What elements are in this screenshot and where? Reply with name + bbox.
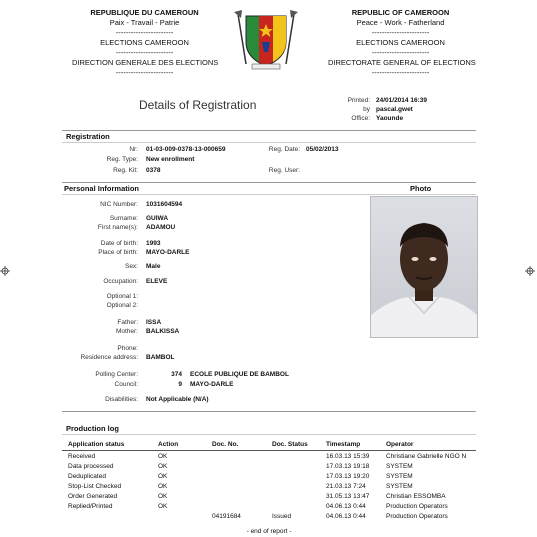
log-cell: 04191684: [212, 513, 241, 520]
reg-date-label: Reg. Date:: [268, 146, 300, 153]
father-value: ISSA: [146, 319, 162, 326]
first-name-value: ADAMOU: [146, 224, 176, 231]
pob-label: Place of birth:: [98, 249, 138, 256]
log-cell: OK: [158, 473, 168, 480]
header-left-direction: DIRECTION GENERALE DES ELECTIONS: [72, 58, 219, 67]
header-left-dash: -----------------------: [115, 28, 174, 37]
log-cell: Data processed: [68, 463, 114, 470]
printed-office-value: Yaounde: [376, 115, 404, 122]
log-cell: OK: [158, 463, 168, 470]
reg-date-value: 05/02/2013: [306, 146, 339, 153]
log-cell: OK: [158, 503, 168, 510]
occupation-value: ELEVE: [146, 278, 168, 285]
surname-label: Surname:: [109, 215, 138, 222]
header-left-dash: -----------------------: [115, 68, 174, 77]
printed-by-value: pascal.gwet: [376, 106, 413, 113]
log-cell: 21.03.13 7:24: [326, 483, 366, 490]
nic-label: NIC Number:: [100, 201, 138, 208]
log-cell: SYSTEM: [386, 463, 413, 470]
log-header-status: Application status: [68, 441, 125, 448]
sex-label: Sex:: [124, 263, 138, 270]
occupation-label: Occupation:: [103, 278, 138, 285]
divider: [62, 434, 476, 435]
log-cell: 04.06.13 0:44: [326, 513, 366, 520]
header-left-country: REPUBLIQUE DU CAMEROUN: [90, 8, 199, 17]
log-header-docno: Doc. No.: [212, 441, 239, 448]
council-code: 9: [178, 381, 182, 388]
log-cell: 17.03.13 19:18: [326, 463, 370, 470]
sex-value: Male: [146, 263, 161, 270]
log-cell: Production Operators: [386, 513, 448, 520]
divider: [62, 450, 476, 451]
printed-label: Printed:: [347, 97, 370, 104]
log-cell: Christian ESSOMBA: [386, 493, 446, 500]
log-header-action: Action: [158, 441, 179, 448]
council-value: MAYO-DARLE: [190, 381, 234, 388]
log-cell: 17.03.13 19:20: [326, 473, 370, 480]
coat-of-arms-icon: [232, 6, 300, 70]
mother-label: Mother:: [115, 328, 138, 335]
log-cell: Issued: [272, 513, 292, 520]
disabilities-label: Disabilities:: [105, 396, 138, 403]
disabilities-value: Not Applicable (N/A): [146, 396, 209, 403]
registration-section-title: Registration: [66, 132, 110, 141]
header-right-motto: Peace - Work - Fatherland: [356, 18, 445, 27]
log-cell: Deduplicated: [68, 473, 106, 480]
father-label: Father:: [117, 319, 138, 326]
personal-section-title: Personal Information: [64, 184, 140, 193]
page-title: Details of Registration: [139, 98, 257, 112]
header-right-dash: -----------------------: [371, 68, 430, 77]
header-right-country: REPUBLIC OF CAMEROON: [351, 8, 450, 17]
log-cell: Stop-List Checked: [68, 483, 122, 490]
phone-label: Phone:: [117, 345, 138, 352]
photo-label: Photo: [410, 184, 432, 193]
nic-value: 1031604594: [146, 201, 183, 208]
log-cell: SYSTEM: [386, 473, 413, 480]
reg-type-value: New enrollment: [146, 156, 195, 163]
divider: [62, 142, 476, 143]
first-name-label: First name(s):: [97, 224, 138, 231]
reg-nr-value: 01-03-009-0378-13-000659: [146, 146, 226, 153]
reg-user-label: Reg. User:: [268, 167, 300, 174]
dob-label: Date of birth:: [100, 240, 138, 247]
production-section-title: Production log: [66, 424, 119, 433]
divider: [62, 194, 476, 195]
header-left-dash: -----------------------: [115, 48, 174, 57]
optional2-label: Optional 2:: [106, 302, 138, 309]
residence-value: BAMBOL: [146, 354, 175, 361]
printed-office-label: Office:: [351, 115, 370, 122]
printed-info: [340, 96, 427, 123]
log-cell: Order Generated: [68, 493, 118, 500]
reg-nr-label: Nr:: [129, 146, 138, 153]
council-label: Council:: [114, 381, 138, 388]
registration-mark-icon: [0, 266, 10, 276]
end-of-report: - end of report -: [246, 528, 292, 535]
log-header-operator: Operator: [386, 441, 414, 448]
header-left-motto: Paix - Travail - Patrie: [109, 18, 180, 27]
residence-label: Residence address:: [80, 354, 138, 361]
surname-value: GUIWA: [146, 215, 169, 222]
header-right-elections: ELECTIONS CAMEROON: [356, 38, 445, 47]
log-cell: Christiane Gabrielle NGO N: [386, 453, 467, 460]
log-cell: SYSTEM: [386, 483, 413, 490]
polling-code: 374: [171, 371, 182, 378]
header-right-dash: -----------------------: [371, 48, 430, 57]
reg-kit-value: 0378: [146, 167, 161, 174]
log-header-docstatus: Doc. Status: [272, 441, 308, 448]
log-cell: 31.05.13 13:47: [326, 493, 370, 500]
log-cell: Received: [68, 453, 96, 460]
divider: [62, 182, 476, 183]
header-right-direction: DIRECTORATE GENERAL OF ELECTIONS: [328, 58, 476, 67]
applicant-photo: [370, 196, 478, 338]
pob-value: MAYO-DARLE: [146, 249, 190, 256]
mother-value: BALKISSA: [146, 328, 180, 335]
printed-value: 24/01/2014 16:39: [376, 97, 427, 104]
header-right: [328, 8, 476, 78]
header-left: [72, 8, 217, 78]
header-right-dash: -----------------------: [371, 28, 430, 37]
divider: [62, 130, 476, 131]
portrait-icon: [371, 197, 477, 337]
registration-mark-icon: [525, 266, 535, 276]
polling-value: ECOLE PUBLIQUE DE BAMBOL: [190, 371, 289, 378]
reg-kit-label: Reg. Kit:: [113, 167, 138, 174]
dob-value: 1993: [146, 240, 161, 247]
optional1-label: Optional 1:: [106, 293, 138, 300]
log-cell: 16.03.13 15:39: [326, 453, 370, 460]
log-header-timestamp: Timestamp: [326, 441, 361, 448]
log-cell: 04.06.13 0:44: [326, 503, 366, 510]
reg-type-label: Reg. Type:: [106, 156, 138, 163]
log-cell: OK: [158, 453, 168, 460]
polling-label: Polling Center:: [95, 371, 138, 378]
log-cell: Production Operators: [386, 503, 448, 510]
printed-by-label: by: [363, 106, 370, 113]
divider: [62, 411, 476, 412]
log-cell: Replied/Printed: [68, 503, 113, 510]
log-cell: OK: [158, 493, 168, 500]
log-cell: OK: [158, 483, 168, 490]
header-left-elections: ELECTIONS CAMEROON: [100, 38, 189, 47]
